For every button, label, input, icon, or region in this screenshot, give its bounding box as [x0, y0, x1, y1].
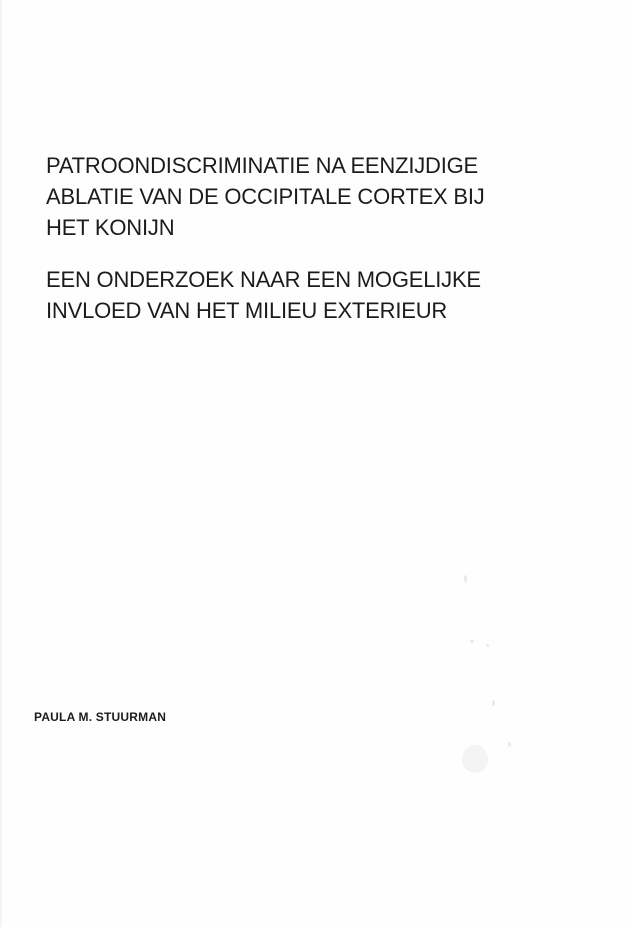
page-edge [0, 0, 3, 927]
subtitle-line-1: EEN ONDERZOEK NAAR EEN MOGELIJKE [46, 267, 481, 292]
title-block [46, 150, 606, 326]
title-line-2: ABLATIE VAN DE OCCIPITALE CORTEX BIJ [46, 184, 485, 209]
subtitle-line-2: INVLOED VAN HET MILIEU EXTERIEUR [46, 298, 448, 323]
author-name: PAULA M. STUURMAN [34, 710, 167, 724]
show-through-mark [470, 640, 474, 643]
title-line-1: PATROONDISCRIMINATIE NA EENZIJDIGE [46, 153, 479, 178]
show-through-mark [508, 742, 511, 747]
show-through-mark [492, 700, 495, 706]
show-through-mark [462, 745, 488, 773]
title-line-3: HET KONIJN [46, 215, 175, 240]
title-gap [46, 243, 606, 264]
show-through-mark [486, 644, 489, 647]
show-through-mark [464, 575, 467, 583]
